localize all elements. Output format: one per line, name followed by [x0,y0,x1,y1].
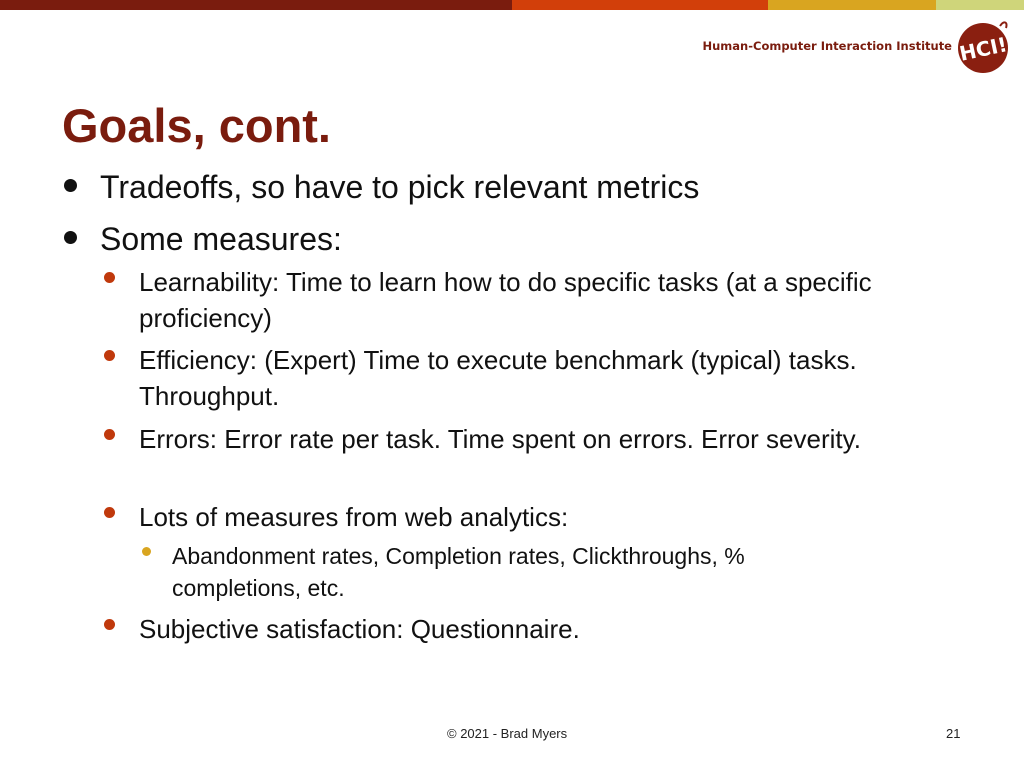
sub-bullet-item [139,611,899,647]
bullet-text: Abandonment rates, Completion rates, Clickthroughs, % completions, etc. [172,543,745,601]
bullet-dot-icon [64,179,77,192]
bullet-text: Efficiency: (Expert) Time to execute benchmark (typical) tasks. Throughput. [139,345,857,411]
top-bar-segment [512,0,768,10]
page-number: 21 [946,726,961,741]
slide-title: Goals, cont. [62,99,331,152]
bullet-text: Tradeoffs, so have to pick relevant metrics [100,169,700,205]
bullet-dot-icon [104,429,115,440]
sub-bullet-item [139,264,899,336]
bullet-dot-icon [104,507,115,518]
logo-text: HCI! [957,32,1010,66]
sub-bullet-item [139,342,899,414]
sub-bullet-item [139,421,899,457]
sub-bullet-item [139,499,899,535]
top-bar-segment [0,0,512,10]
bullet-text: Errors: Error rate per task. Time spent on errors. Error severity. [139,424,861,454]
bullet-dot-icon [104,272,115,283]
bullet-text: Learnability: Time to learn how to do specific tasks (at a specific proficiency) [139,267,872,333]
bullet-dot-icon [104,350,115,361]
bullet-dot-icon [64,231,77,244]
bullet-dot-icon [142,547,151,556]
sub-sub-bullet-item [172,540,872,604]
institute-name: Human-Computer Interaction Institute [702,39,952,53]
bullet-dot-icon [104,619,115,630]
top-bar-segment [936,0,1024,10]
bullet-text: Lots of measures from web analytics: [139,502,569,532]
top-bar-segment [768,0,936,10]
bullet-item [100,168,980,206]
top-color-bar [0,0,1024,10]
copyright-footer: © 2021 - Brad Myers [447,726,568,741]
bullet-item [100,220,980,258]
hci-logo-icon [956,16,1012,74]
bullet-text: Some measures: [100,221,342,257]
bullet-text: Subjective satisfaction: Questionnaire. [139,614,580,644]
